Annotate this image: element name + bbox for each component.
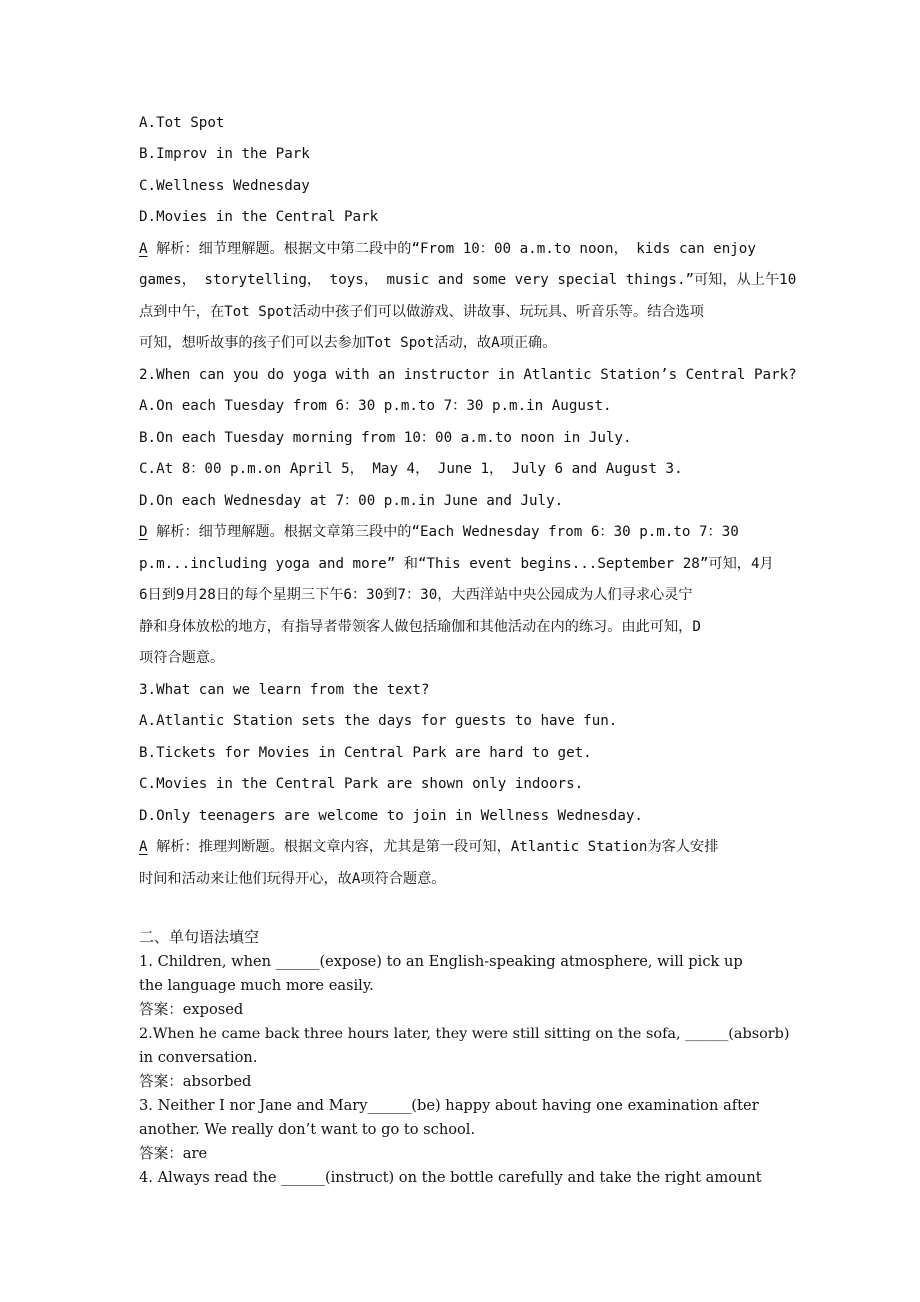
q3-option-a: A.Atlantic Station sets the days for guests to have fun. [139, 713, 618, 729]
q1-analysis-line-2: games， storytelling， toys， music and some very special things.”可知，从上午10 [139, 272, 797, 288]
q2-analysis-line-1: D 解析：细节理解题。根据文章第三段中的“Each Wednesday from 6：30 p.m.to 7：30 [139, 524, 739, 540]
q2-analysis-line-5: 项符合题意。 [139, 650, 225, 666]
q1-analysis-line-3: 点到中午，在Tot Spot活动中孩子们可以做游戏、讲故事、玩玩具、听音乐等。结合选项 [139, 304, 704, 320]
q2-answer-letter: D [139, 524, 148, 540]
grammar-item-3-line-1: 3. Neither I nor Jane and Mary______(be) happy about having one examination after [139, 1097, 759, 1114]
grammar-item-2-line-1: 2.When he came back three hours later, they were still sitting on the sofa, ______(absorb) [139, 1026, 790, 1042]
q3-option-d: D.Only teenagers are welcome to join in Wellness Wednesday. [139, 808, 643, 824]
grammar-item-3-line-2: another. We really don’t want to go to school. [139, 1121, 476, 1138]
q1-option-d: D.Movies in the Central Park [139, 209, 379, 225]
q2-option-d: D.On each Wednesday at 7：00 p.m.in June and July. [139, 493, 564, 509]
grammar-item-4-line-1: 4. Always read the ______(instruct) on the bottle carefully and take the right amount [139, 1169, 762, 1186]
grammar-item-1-line-1: 1. Children, when ______(expose) to an English-speaking atmosphere, will pick up [139, 953, 743, 970]
q1-analysis-line-4: 可知，想听故事的孩子们可以去参加Tot Spot活动，故A项正确。 [139, 335, 557, 351]
grammar-section-title: 二、单句语法填空 [139, 928, 260, 946]
q2-option-b: B.On each Tuesday morning from 10：00 a.m.to noon in July. [139, 430, 632, 446]
q1-answer-letter: A [139, 241, 148, 257]
q2-analysis-line-4: 静和身体放松的地方，有指导者带领客人做包括瑜伽和其他活动在内的练习。由此可知，D [139, 619, 701, 635]
grammar-item-1-answer: 答案：exposed [139, 1001, 244, 1018]
q3-answer-letter: A [139, 839, 148, 855]
q3-analysis-line-1: A 解析：推理判断题。根据文章内容，尤其是第一段可知，Atlantic Station为客人安排 [139, 839, 719, 855]
q3-question: 3.What can we learn from the text? [139, 682, 430, 698]
q2-analysis-line-3: 6日到9月28日的每个星期三下午6：30到7：30，大西洋站中央公园成为人们寻求心灵宁 [139, 587, 693, 603]
q2-question: 2.When can you do yoga with an instructor in Atlantic Station’s Central Park? [139, 367, 797, 383]
grammar-item-1-line-2: the language much more easily. [139, 977, 374, 994]
q2-analysis-line-2: p.m...including yoga and more” 和“This event begins...September 28”可知，4月 [139, 556, 774, 572]
grammar-item-3-answer: 答案：are [139, 1145, 208, 1162]
q2-option-a: A.On each Tuesday from 6：30 p.m.to 7：30 p.m.in August. [139, 398, 612, 414]
grammar-item-2-answer: 答案：absorbed [139, 1073, 252, 1090]
q3-option-b: B.Tickets for Movies in Central Park are hard to get. [139, 745, 592, 761]
q3-analysis-line-2: 时间和活动来让他们玩得开心，故A项符合题意。 [139, 871, 446, 887]
grammar-item-2-line-2: in conversation. [139, 1049, 258, 1066]
q1-analysis-line-1: A 解析：细节理解题。根据文中第二段中的“From 10：00 a.m.to noon， kids can enjoy [139, 241, 756, 257]
q1-option-a: A.Tot Spot [139, 115, 225, 131]
q2-option-c: C.At 8：00 p.m.on April 5， May 4， June 1， July 6 and August 3. [139, 461, 683, 477]
q3-option-c: C.Movies in the Central Park are shown only indoors. [139, 776, 584, 792]
q1-option-c: C.Wellness Wednesday [139, 178, 310, 194]
q1-option-b: B.Improv in the Park [139, 146, 310, 162]
